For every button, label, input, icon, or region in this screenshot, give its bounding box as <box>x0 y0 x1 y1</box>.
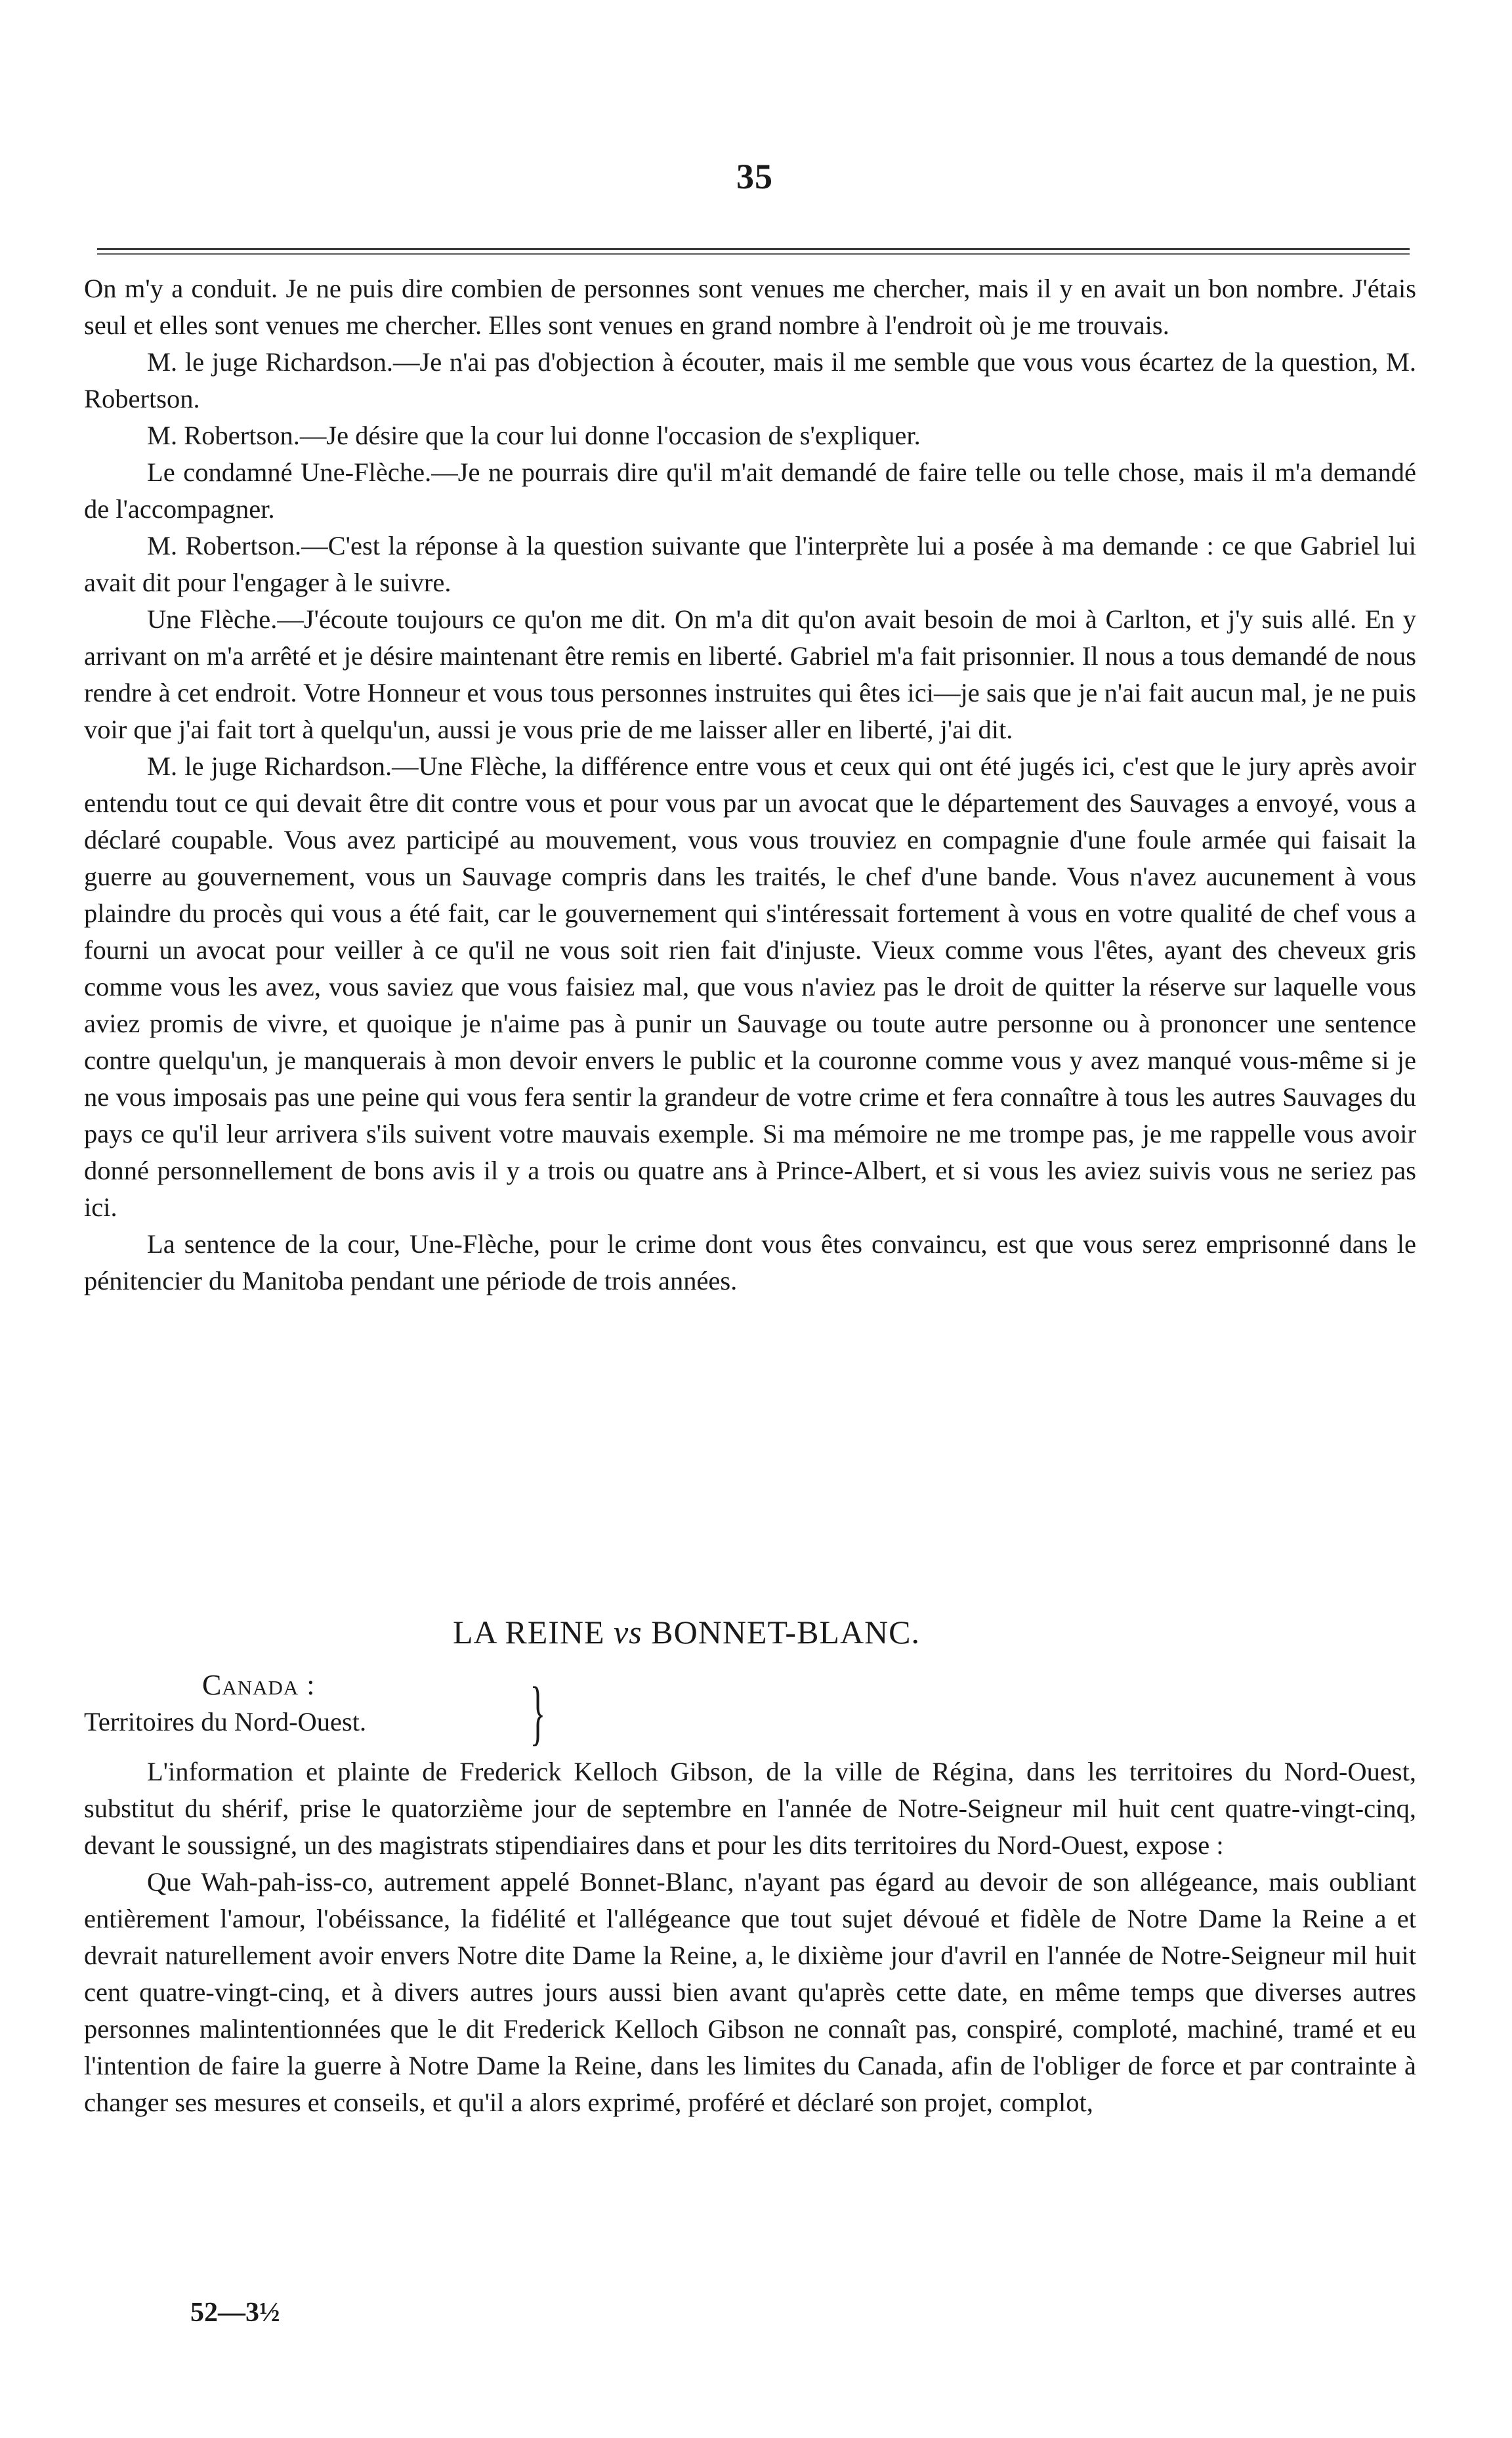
paragraph: Une Flèche.—J'écoute toujours ce qu'on me dit. On m'a dit qu'on avait besoin de moi à Carlton, et j'y suis allé. En y arrivant on m'a arrêté et je désire maintenant être remis en liberté. Gabriel m'a fait prisonnier. Il nous a tous demandé de nous rendre à cet endroit. Votre Honneur et vous tous personnes instruites qui êtes ici—je sais que je n'ai fait aucun mal, je ne puis voir que j'ai fait tort à quelqu'un, aussi je vous prie de me laisser aller en liberté, j'ai dit. <box>84 604 1416 744</box>
paragraph: On m'y a conduit. Je ne puis dire combien de personnes sont venues me chercher, mais il y en avait un bon nombre. J'étais seul et elles sont venues me chercher. Elles sont venues en grand nombre à l'endroit où je me trouvais. <box>84 274 1416 340</box>
paragraph: Le condamné Une-Flèche.—Je ne pourrais dire qu'il m'ait demandé de faire telle ou telle chose, mais il m'a demandé de l'accompagner. <box>84 457 1416 524</box>
signature-mark: 52—3½ <box>190 2298 280 2328</box>
paragraph: L'information et plainte de Frederick Kelloch Gibson, de la ville de Régina, dans les territoires du Nord-Ouest, substitut du shérif, prise le quatorzième jour de septembre en l'année de Notre-Seigneur mil huit cent quatre-vingt-cinq, devant le soussigné, un des magistrats stipendiaires dans et pour les dits territoires du Nord-Ouest, expose : <box>84 1757 1416 1860</box>
paragraph: M. le juge Richardson.—Je n'ai pas d'objection à écouter, mais il me semble que vous vous écartez de la question, M. Robertson. <box>84 347 1416 413</box>
paragraph: La sentence de la cour, Une-Flèche, pour le crime dont vous êtes convaincu, est que vous serez emprisonné dans le pénitencier du Manitoba pendant une période de trois années. <box>84 1229 1416 1295</box>
caption-brace: } <box>530 1672 546 1752</box>
page-number: 35 <box>736 157 773 196</box>
case-heading <box>453 1613 1109 1651</box>
heading-vs: vs <box>614 1614 642 1650</box>
paragraph: M. Robertson.—C'est la réponse à la question suivante que l'interprète lui a posée à ma demande : ce que Gabriel lui avait dit pour l'engager à le suivre. <box>84 531 1416 597</box>
paragraph: M. Robertson.—Je désire que la cour lui donne l'occasion de s'expliquer. <box>147 421 921 450</box>
jurisdiction-label: Canada : <box>202 1669 316 1701</box>
body-section-1 <box>84 270 1416 1299</box>
heading-suffix: BONNET-BLANC. <box>642 1614 921 1650</box>
paragraph: M. le juge Richardson.—Une Flèche, la différence entre vous et ceux qui ont été jugés ici, c'est que le jury après avoir entendu tout ce qui devait être dit contre vous et pour vous par un avocat que le département des Sauvages a envoyé, vous a déclaré coupable. Vous avez participé au mouvement, vous vous trouviez en compagnie d'une foule armée qui faisait la guerre au gouvernement, vous un Sauvage compris dans les traités, le chef d'une bande. Vous n'avez aucunement à vous plaindre du procès qui vous a été fait, car le gouvernement qui s'intéressait fortement à vous en votre qualité de chef vous a fourni un avocat pour veiller à ce qu'il ne vous soit rien fait d'injuste. Vieux comme vous l'êtes, ayant des cheveux gris comme vous les avez, vous saviez que vous faisiez mal, que vous n'aviez pas le droit de quitter la réserve sur laquelle vous aviez promis de vivre, et quoique je n'aime pas à punir un Sauvage ou toute autre personne ou à prononcer une sentence contre quelqu'un, je manquerais à mon devoir envers le public et la couronne comme vous y avez manqué vous-même si je ne vous imposais pas une peine qui vous fera sentir la grandeur de votre crime et fera connaître à tous les autres Sauvages du pays ce qu'il leur arrivera s'ils suivent votre mauvais exemple. Si ma mémoire ne me trompe pas, je me rappelle vous avoir donné personnellement de bons avis il y a trois ou quatre ans à Prince-Albert, et si vous les aviez suivis vous ne seriez pas ici. <box>84 751 1416 1222</box>
body-section-2 <box>84 1754 1416 2121</box>
heading-prefix: LA REINE <box>453 1614 614 1650</box>
territory-label: Territoires du Nord-Ouest. <box>84 1707 367 1736</box>
header-rule <box>97 248 1410 255</box>
jurisdiction-caption <box>84 1667 675 1752</box>
paragraph: Que Wah-pah-iss-co, autrement appelé Bonnet-Blanc, n'ayant pas égard au devoir de son allégeance, mais oubliant entièrement l'amour, l'obéissance, la fidélité et l'allégeance que tout sujet dévoué et fidèle de Notre Dame la Reine a et devrait naturellement avoir envers Notre dite Dame la Reine, a, le dixième jour d'avril en l'année de Notre-Seigneur mil huit cent quatre-vingt-cinq, et à divers autres jours aussi bien avant qu'après cette date, en même temps que diverses autres personnes malintentionnées que le dit Frederick Kelloch Gibson ne connaît pas, conspiré, comploté, machiné, tramé et eu l'intention de faire la guerre à Notre Dame la Reine, dans les limites du Canada, afin de l'obliger de force et par contrainte à changer ses mesures et conseils, et qu'il a alors exprimé, proféré et déclaré son projet, complot, <box>84 1867 1416 2117</box>
